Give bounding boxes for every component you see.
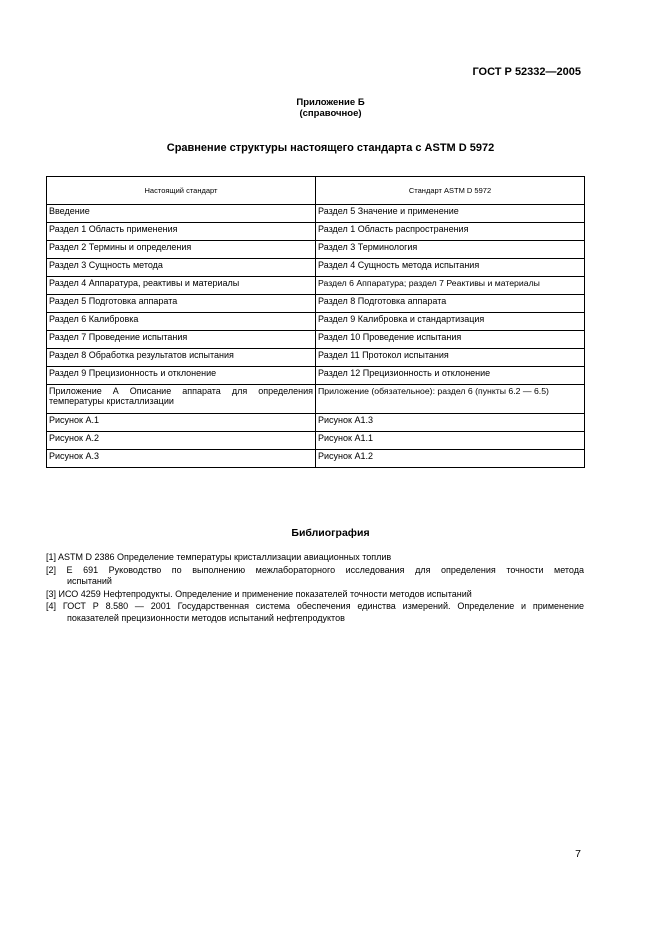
bibliography-item bbox=[46, 552, 584, 564]
header-this-standard: Настоящий стандарт bbox=[47, 177, 316, 205]
cell-astm-standard: Рисунок А1.3 bbox=[316, 414, 585, 432]
cell-astm-standard: Раздел 8 Подготовка аппарата bbox=[316, 295, 585, 313]
table-row bbox=[47, 367, 585, 385]
cell-this-standard: Раздел 6 Калибровка bbox=[47, 313, 316, 331]
cell-this-standard: Раздел 1 Область применения bbox=[47, 223, 316, 241]
bibliography-title: Библиография bbox=[291, 527, 370, 539]
table-row bbox=[47, 331, 585, 349]
cell-astm-standard: Раздел 10 Проведение испытания bbox=[316, 331, 585, 349]
bibliography-item-text: [2] Е 691 Руководство по выполнению межлабораторного исследования для определения точности метода bbox=[46, 564, 584, 575]
cell-this-standard: Рисунок А.3 bbox=[47, 450, 316, 468]
cell-astm-standard: Рисунок А1.2 bbox=[316, 450, 585, 468]
annex-heading bbox=[0, 97, 661, 119]
cell-this-standard: Раздел 5 Подготовка аппарата bbox=[47, 295, 316, 313]
table-row bbox=[47, 259, 585, 277]
cell-this-standard: Введение bbox=[47, 205, 316, 223]
cell-astm-standard: Раздел 3 Терминология bbox=[316, 241, 585, 259]
annex-title: Приложение Б bbox=[296, 97, 365, 108]
cell-astm-standard: Раздел 9 Калибровка и стандартизация bbox=[316, 313, 585, 331]
table-row bbox=[47, 313, 585, 331]
cell-astm-standard: Приложение (обязательное): раздел 6 (пункты 6.2 — 6.5) bbox=[316, 385, 585, 414]
bibliography-item-continuation: показателей прецизионности методов испытаний нефтепродуктов bbox=[67, 612, 345, 623]
cell-this-standard: Раздел 8 Обработка результатов испытания bbox=[47, 349, 316, 367]
cell-astm-standard: Раздел 11 Протокол испытания bbox=[316, 349, 585, 367]
bibliography-item-continuation: испытаний bbox=[67, 576, 112, 586]
table-row bbox=[47, 223, 585, 241]
table-row bbox=[47, 432, 585, 450]
table-row bbox=[47, 295, 585, 313]
table-row bbox=[47, 241, 585, 259]
cell-this-standard: Раздел 3 Сущность метода bbox=[47, 259, 316, 277]
cell-this-standard: Раздел 2 Термины и определения bbox=[47, 241, 316, 259]
cell-astm-standard: Раздел 6 Аппаратура; раздел 7 Реактивы и материалы bbox=[316, 277, 585, 295]
cell-this-standard: Рисунок А.1 bbox=[47, 414, 316, 432]
cell-this-standard: Раздел 4 Аппаратура, реактивы и материалы bbox=[47, 277, 316, 295]
table-row bbox=[47, 205, 585, 223]
page-number: 7 bbox=[575, 848, 581, 860]
table-title: Сравнение структуры настоящего стандарта с ASTM D 5972 bbox=[166, 142, 495, 154]
bibliography-item-text: [3] ИСО 4259 Нефтепродукты. Определение и применение показателей точности методов испытаний bbox=[46, 588, 472, 599]
cell-this-standard bbox=[47, 385, 316, 414]
cell-astm-standard: Раздел 1 Область распространения bbox=[316, 223, 585, 241]
table-row bbox=[47, 414, 585, 432]
cell-astm-standard: Раздел 4 Сущность метода испытания bbox=[316, 259, 585, 277]
table-row bbox=[47, 277, 585, 295]
cell-this-standard: Рисунок А.2 bbox=[47, 432, 316, 450]
cell-line-continuation: температуры кристаллизации bbox=[49, 396, 174, 406]
document-id: ГОСТ Р 52332—2005 bbox=[472, 66, 581, 78]
cell-this-standard: Раздел 9 Прецизионность и отклонение bbox=[47, 367, 316, 385]
header-astm-standard: Стандарт ASTM D 5972 bbox=[316, 177, 585, 205]
table-header-row bbox=[47, 177, 585, 205]
table-row bbox=[47, 349, 585, 367]
bibliography-item bbox=[46, 565, 584, 588]
bibliography-item bbox=[46, 589, 584, 601]
cell-this-standard: Раздел 7 Проведение испытания bbox=[47, 331, 316, 349]
cell-astm-standard: Раздел 5 Значение и применение bbox=[316, 205, 585, 223]
table-row bbox=[47, 450, 585, 468]
bibliography-item bbox=[46, 601, 584, 624]
bibliography-item-text: [4] ГОСТ Р 8.580 — 2001 Государственная система обеспечения единства измерений. Определение и применение bbox=[46, 601, 584, 611]
annex-subtitle: (справочное) bbox=[299, 108, 362, 119]
cell-line: Приложение А Описание аппарата для определения bbox=[49, 386, 313, 396]
bibliography-list bbox=[46, 552, 584, 625]
table-row bbox=[47, 385, 585, 414]
comparison-table bbox=[46, 176, 585, 468]
cell-astm-standard: Рисунок А1.1 bbox=[316, 432, 585, 450]
cell-astm-standard: Раздел 12 Прецизионность и отклонение bbox=[316, 367, 585, 385]
bibliography-item-text: [1] ASTM D 2386 Определение температуры кристаллизации авиационных топлив bbox=[46, 552, 392, 562]
